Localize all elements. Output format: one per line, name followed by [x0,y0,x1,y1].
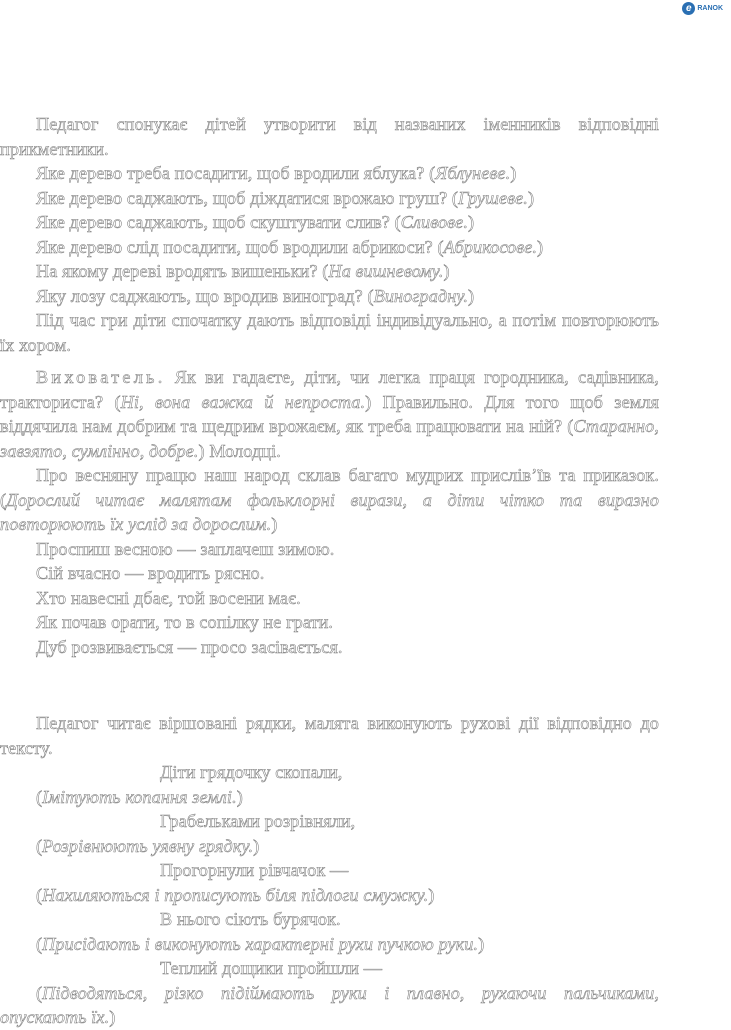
action-text: Розрівнюють уявну грядку. [42,835,254,856]
stage-direction: (Нахиляються і прописують біля підлоги смужку.) [36,884,435,905]
text-run: Як почав орати, то в сопілку не грати. [36,612,334,632]
text-run: Яке дерево саджають, щоб діждатися врожаю груш? ( [36,187,459,208]
text-run: Педагог спонукає дітей утворити від названих іменників відповідні прикметники. [0,114,659,159]
speaker-label: Вихователь. [36,367,166,387]
text-run: ) [467,212,475,232]
verse-line: Грабельками розрівняли, [160,811,356,831]
text-run: ) [510,163,517,183]
italic-remark: Ні, вона важка й непроста. [120,391,366,412]
text-run: Яку лозу саджають, що вродив виноград? ( [36,285,374,306]
italic-remark: Грушеве. [458,187,528,208]
paragraph [0,365,659,463]
paragraph [0,610,659,635]
stage-direction: (Підводяться, різко підіймають руки і плавно, рухаючи пальчиками, опускають їх.) [0,982,659,1027]
text-run: ) [443,261,450,281]
text-run: ) [468,285,475,306]
stage-direction: (Присідають і виконують характерні рухи пучкою руки.) [36,933,485,954]
text-run: ) [527,187,535,208]
text-run: Дуб розвивається — просо засівається. [36,636,343,657]
italic-remark: Дорослий читає малятам фольклорні вирази, а діти чітко та виразно повторюють їх услід за дорослим. [0,489,659,534]
text-run: Хто навесні дбає, той восени має. [36,587,301,608]
action-text: Нахиляються і прописують біля підлоги смужку. [42,884,429,905]
paragraph [0,586,659,611]
italic-remark: Яблуневе. [435,163,511,183]
paragraph [0,284,659,309]
paragraph [0,635,659,660]
stage-direction: (Розрівнюють уявну грядку.) [36,835,260,856]
paragraph [0,210,659,235]
text-run: Яке дерево слід посадити, щоб вродили абрикоси? ( [36,236,444,257]
italic-remark: На вишневому. [328,261,444,281]
text-run: ) [537,236,544,257]
paragraph [0,112,659,161]
action-text: Імітують копання землі. [42,786,237,807]
publisher-logo [682,2,723,15]
text-run: Яке дерево треба посадити, щоб вродили яблука? ( [36,163,436,183]
logo-mark-icon: e [682,2,695,15]
text-run: ) Правильно. Для того щоб земля віддячила нам добрим та щедрим врожаєм, як треба працювати на ній? ( [0,391,660,436]
paragraph [0,186,659,211]
italic-remark: Виноградну. [373,285,469,306]
paragraph [0,161,659,186]
text-block-2 [0,711,659,1030]
stage-direction: (Імітують копання землі.) [36,786,243,807]
paragraph [0,235,659,260]
text-block-1 [0,112,659,659]
paragraph [0,463,659,537]
text-run: ) Молодці. [198,440,281,461]
instruction-paragraph: Педагог читає віршовані рядки, малята виконують рухові дії відповідно до тексту. [0,713,659,758]
text-run: Під час гри діти спочатку дають відповіді індивідуально, а потім повторюють їх хором. [0,310,659,355]
verse-line: Прогорнули рівчачок — [160,860,349,880]
action-text: Присідають і виконують характерні рухи пучкою руки. [42,933,479,954]
paragraph [0,308,659,357]
text-run: Сій вчасно — вродить рясно. [36,563,265,583]
paragraph [0,259,659,284]
italic-remark: Старанно, завзято, сумлінно, добре. [0,416,659,461]
italic-remark: Абрикосове. [443,236,538,257]
verse-line: Теплий дощики пройшли — [160,958,383,978]
poem [0,760,659,1030]
text-run: Як ви гадаєте, діти, чи легка праця городника, садівника, тракториста? ( [0,367,659,412]
text-run: ) [271,514,278,534]
text-run: Яке дерево саджають, щоб скуштувати слив? ( [36,212,401,232]
paragraph [0,537,659,562]
logo-text: RANOK [697,5,723,12]
text-run: Проспиш весною — заплачеш зимою. [36,538,335,559]
italic-remark: Сливове. [400,212,468,232]
text-run: Про весняну працю наш народ склав багато мудрих прислів’їв та приказок. ( [0,465,659,510]
text-run: На якому дереві вродять вишеньки? ( [36,261,329,281]
action-text: Підводяться, різко підіймають руки і плавно, рухаючи пальчиками, опускають їх. [0,982,659,1027]
paragraph [0,561,659,586]
verse-line: В нього сіють бурячок. [160,909,341,929]
verse-line: Діти грядочку скопали, [160,762,343,782]
